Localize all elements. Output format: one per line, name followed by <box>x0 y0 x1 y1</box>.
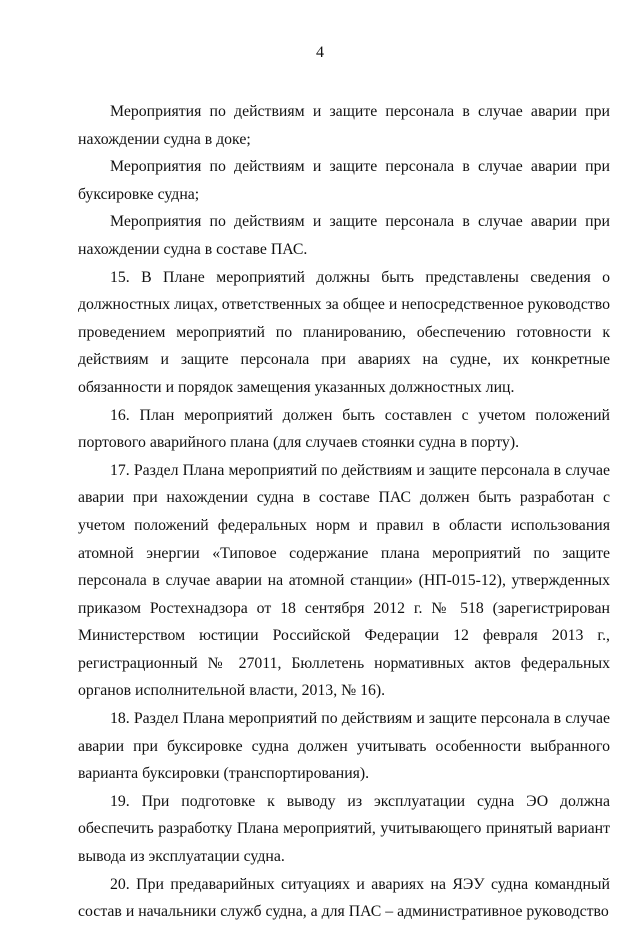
paragraph-18: 18. Раздел Плана мероприятий по действиям и защите персонала в случае аварии при буксировке судна должен учитывать особенности выбранного варианта буксировки (транспортирования). <box>78 710 610 783</box>
paragraph: Мероприятия по действиям и защите персонала в случае аварии при нахождении судна в доке; <box>78 103 610 148</box>
paragraph-17: 17. Раздел Плана мероприятий по действиям и защите персонала в случае аварии при нахождении судна в составе ПАС должен быть разработан с учетом положений федеральных норм и правил в области использования атомной энергии «Типовое содержание плана мероприятий по защите персонала в случае аварии на атомной станции» (НП-015-12), утвержденных приказом Ростехнадзора от 18 сентября 2012 г. № 518 (зарегистрирован Министерством юстиции Российской Федерации 12 февраля 2013 г., регистрационный № 27011, Бюллетень нормативных актов федеральных органов исполнительной власти, 2013, № 16). <box>78 461 610 700</box>
paragraph-20: 20. При предаварийных ситуациях и авариях на ЯЭУ судна командный состав и начальники служб судна, а для ПАС – административное руководство <box>78 875 610 921</box>
paragraph-16: 16. План мероприятий должен быть составлен с учетом положений портового аварийного плана (для случаев стоянки судна в порту). <box>78 406 610 452</box>
page-number: 4 <box>316 44 324 61</box>
document-body <box>78 98 610 926</box>
paragraph: Мероприятия по действиям и защите персонала в случае аварии при нахождении судна в составе ПАС. <box>78 213 610 258</box>
paragraph-19: 19. При подготовке к выводу из эксплуатации судна ЭО должна обеспечить разработку Плана мероприятий, учитывающего принятый вариант вывода из эксплуатации судна. <box>78 792 610 866</box>
paragraph: Мероприятия по действиям и защите персонала в случае аварии при буксировке судна; <box>78 158 610 203</box>
paragraph-15: 15. В Плане мероприятий должны быть представлены сведения о должностных лицах, ответственных за общее и непосредственное руководство проведением мероприятий по планированию, обеспечению готовности к действиям и защите персонала при авариях на судне, их конкретные обязанности и порядок замещения указанных должностных лиц. <box>78 268 610 396</box>
